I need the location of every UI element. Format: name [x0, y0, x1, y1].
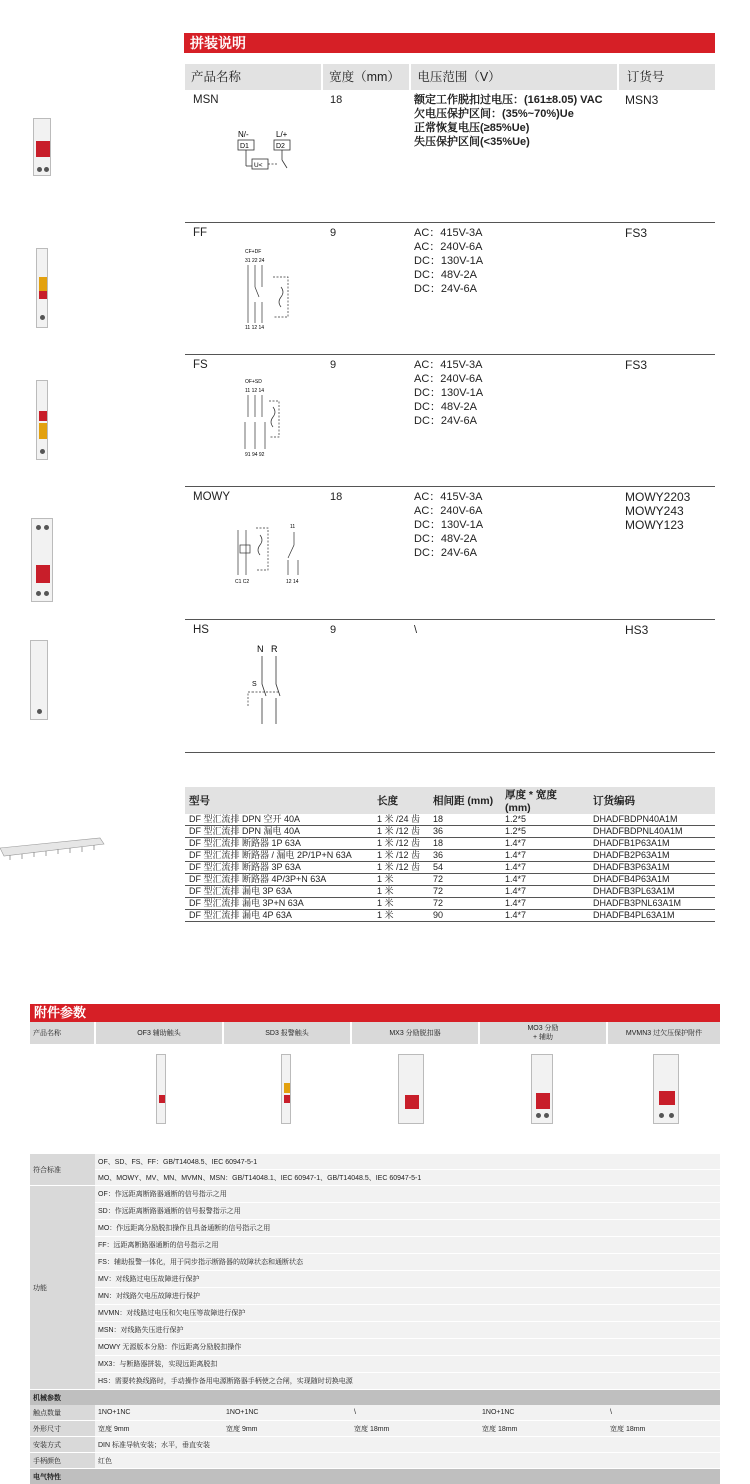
accessory-header-row	[30, 1022, 720, 1044]
accessory-product-mvmn3: MVMN3 过欠压保护附件	[607, 1022, 720, 1044]
function-item: MN：对线路欠电压故障进行保护	[95, 1288, 720, 1305]
table-row: DF 型汇流排 断路器 1P 63A 1 米 /12 齿 18 1.4*7 DHADFB1P63A1M	[185, 838, 715, 850]
mvmn3-image	[653, 1054, 679, 1124]
mowy-product-image	[31, 518, 53, 602]
size-value: 宽度 9mm	[95, 1421, 223, 1437]
msn-product-image	[33, 118, 51, 176]
of3-image	[156, 1054, 166, 1124]
product-order-mowy: MOWY2203 MOWY243 MOWY123	[625, 490, 690, 532]
svg-text:11 12 14: 11 12 14	[245, 325, 264, 331]
svg-text:OF+SD: OF+SD	[245, 379, 262, 385]
hs-product-image	[30, 640, 48, 720]
product-voltage-fs: AC：415V-3A AC：240V-6A DC：130V-1A DC：48V-2A DC：24V-6A	[414, 358, 483, 428]
contacts-label: 触点数量	[30, 1405, 95, 1421]
accessory-product-sd3: SD3 报警触头	[223, 1022, 351, 1044]
contacts-row	[30, 1405, 720, 1421]
product-order-ff: FS3	[625, 226, 647, 240]
svg-text:C1 C2: C1 C2	[235, 579, 249, 585]
accessory-image-row	[30, 1044, 720, 1154]
standard-label: 符合标准	[30, 1154, 95, 1186]
busbar-header-thickness: 厚度 * 宽度 (mm)	[501, 787, 589, 814]
function-row	[30, 1322, 720, 1339]
table-row: DF 型汇流排 断路器 / 漏电 2P/1P+N 63A 1 米 /12 齿 36 1.4*7 DHADFB2P63A1M	[185, 850, 715, 862]
table-row: DF 型汇流排 漏电 3P 63A 1 米 72 1.4*7 DHADFB3PL63A1M	[185, 886, 715, 898]
handle-color-value: 红色	[95, 1453, 720, 1469]
contacts-value: 1NO+1NC	[95, 1405, 223, 1421]
table-row: DF 型汇流排 漏电 3P+N 63A 1 米 72 1.4*7 DHADFB3PNL63A1M	[185, 898, 715, 910]
header-voltage: 电压范围（V）	[411, 64, 617, 90]
function-row	[30, 1186, 720, 1203]
install-row	[30, 1437, 720, 1453]
function-item: FF：远距离断路器通断的信号指示之用	[95, 1237, 720, 1254]
svg-text:D1: D1	[240, 143, 249, 150]
function-item: HS：需要转换线路时，手动操作备用电源断路器手柄使之合闸，实现随时切换电源	[95, 1373, 720, 1390]
size-value: 宽度 18mm	[479, 1421, 607, 1437]
install-label: 安装方式	[30, 1437, 95, 1453]
busbar-header-pitch: 相间距 (mm)	[429, 787, 501, 814]
product-name-fs: FS	[193, 358, 208, 372]
product-width-fs: 9	[330, 358, 336, 372]
electrical-row	[30, 1469, 720, 1484]
table-row: DF 型汇流排 断路器 3P 63A 1 米 /12 齿 54 1.4*7 DHADFB3P63A1M	[185, 862, 715, 874]
mech-params-row	[30, 1390, 720, 1406]
busbar-table	[185, 787, 715, 922]
product-voltage-hs: \	[414, 623, 417, 637]
assembly-section-title: 拼装说明	[184, 33, 715, 53]
product-order-msn: MSN3	[625, 93, 658, 107]
svg-text:L/+: L/+	[276, 130, 288, 139]
svg-text:11: 11	[290, 524, 295, 530]
fs-wiring-diagram	[243, 377, 298, 462]
handle-color-row	[30, 1453, 720, 1469]
function-item: SD：作远距离断路器通断的信号报警指示之用	[95, 1203, 720, 1220]
standard-row	[30, 1170, 720, 1186]
function-row	[30, 1356, 720, 1373]
header-product-name: 产品名称	[185, 64, 321, 90]
function-row	[30, 1339, 720, 1356]
function-row	[30, 1305, 720, 1322]
function-item: OF：作远距离断路器通断的信号指示之用	[95, 1186, 720, 1203]
busbar-header-model: 型号	[185, 787, 373, 814]
product-order-hs: HS3	[625, 623, 648, 637]
svg-text:S: S	[252, 681, 257, 688]
contacts-value: 1NO+1NC	[223, 1405, 351, 1421]
size-row	[30, 1421, 720, 1437]
svg-text:91 94 92: 91 94 92	[245, 452, 265, 458]
busbar-product-image	[0, 834, 105, 862]
product-width-ff: 9	[330, 226, 336, 240]
header-order-no: 订货号	[619, 64, 715, 90]
header-width: 宽度（mm）	[323, 64, 409, 90]
function-item: MO：作远距离分励脱扣操作且具备通断的信号指示之用	[95, 1220, 720, 1237]
product-row-divider	[185, 619, 715, 620]
svg-text:CF+DF: CF+DF	[245, 249, 261, 255]
svg-text:12 14: 12 14	[286, 579, 299, 585]
contacts-value: \	[351, 1405, 479, 1421]
function-item: MVMN：对线路过电压和欠电压等故障进行保护	[95, 1305, 720, 1322]
sd3-image	[281, 1054, 291, 1124]
ff-product-image	[36, 248, 48, 328]
svg-text:D2: D2	[276, 143, 285, 150]
svg-text:N: N	[257, 644, 264, 654]
function-item: MV：对线路过电压故障进行保护	[95, 1271, 720, 1288]
mowy-wiring-diagram	[232, 520, 307, 588]
accessory-product-label: 产品名称	[30, 1022, 95, 1044]
product-order-fs: FS3	[625, 358, 647, 372]
handle-color-label: 手柄颜色	[30, 1453, 95, 1469]
product-voltage-mowy: AC：415V-3A AC：240V-6A DC：130V-1A DC：48V-2A DC：24V-6A	[414, 490, 483, 560]
product-row-divider	[185, 486, 715, 487]
table-row: DF 型汇流排 DPN 空开 40A 1 米 /24 齿 18 1.2*5 DHADFBDPN40A1M	[185, 814, 715, 826]
function-item: FS：辅助报警一体化，用于同步指示断路器的故障状态和通断状态	[95, 1254, 720, 1271]
install-value: DIN 标准导轨安装；水平，垂直安装	[95, 1437, 720, 1453]
accessory-product-of3: OF3 辅助触头	[95, 1022, 223, 1044]
function-row	[30, 1254, 720, 1271]
function-row	[30, 1203, 720, 1220]
busbar-header-code: 订货编码	[589, 787, 715, 814]
msn-wiring-diagram	[232, 128, 302, 178]
accessory-section-title: 附件参数	[30, 1004, 720, 1022]
product-name-mowy: MOWY	[193, 490, 230, 504]
product-row-divider	[185, 354, 715, 355]
function-row	[30, 1373, 720, 1390]
svg-text:N/-: N/-	[238, 130, 249, 139]
accessory-table	[30, 1022, 720, 1484]
function-label: 功能	[30, 1186, 95, 1390]
product-name-ff: FF	[193, 226, 207, 240]
svg-text:R: R	[271, 644, 278, 654]
product-row-divider	[185, 222, 715, 223]
table-row: DF 型汇流排 DPN 漏电 40A 1 米 /12 齿 36 1.2*5 DHADFBDPNL40A1M	[185, 826, 715, 838]
mx3-image	[398, 1054, 424, 1124]
svg-text:11 12 14: 11 12 14	[245, 388, 264, 394]
function-row	[30, 1271, 720, 1288]
busbar-header-length: 长度	[373, 787, 429, 814]
product-name-msn: MSN	[193, 93, 219, 107]
standard-row	[30, 1154, 720, 1170]
svg-text:U<: U<	[254, 162, 263, 169]
product-name-hs: HS	[193, 623, 209, 637]
function-row	[30, 1220, 720, 1237]
size-value: 宽度 18mm	[607, 1421, 720, 1437]
product-width-mowy: 18	[330, 490, 342, 504]
hs-wiring-diagram	[244, 642, 289, 727]
busbar-table-header	[185, 787, 715, 814]
electrical-label: 电气特性	[30, 1469, 720, 1484]
mo3-image	[531, 1054, 553, 1124]
product-voltage-ff: AC：415V-3A AC：240V-6A DC：130V-1A DC：48V-2A DC：24V-6A	[414, 226, 483, 296]
mech-params-label: 机械参数	[30, 1390, 720, 1406]
function-item: MSN：对线路失压进行保护	[95, 1322, 720, 1339]
product-row-divider	[185, 752, 715, 753]
accessory-product-mx3: MX3 分励脱扣器	[351, 1022, 479, 1044]
size-label: 外形尺寸	[30, 1421, 95, 1437]
size-value: 宽度 18mm	[351, 1421, 479, 1437]
function-item: MX3：与断路器拼装，实现远距离脱扣	[95, 1356, 720, 1373]
function-row	[30, 1288, 720, 1305]
function-item: MOWY 无源版本分励：作远距离分励脱扣操作	[95, 1339, 720, 1356]
product-table-header	[185, 64, 715, 90]
contacts-value: 1NO+1NC	[479, 1405, 607, 1421]
product-width-hs: 9	[330, 623, 336, 637]
table-row: DF 型汇流排 断路器 4P/3P+N 63A 1 米 72 1.4*7 DHADFB4P63A1M	[185, 874, 715, 886]
standard-item: OF、SD、FS、FF：GB/T14048.5、IEC 60947-5-1	[95, 1154, 720, 1170]
contacts-value: \	[607, 1405, 720, 1421]
accessory-product-mo3: MO3 分励 + 辅助	[479, 1022, 607, 1044]
fs-product-image	[36, 380, 48, 460]
standard-item: MO、MOWY、MV、MN、MVMN、MSN：GB/T14048.1、IEC 60947-1、GB/T14048.5、IEC 60947-5-1	[95, 1170, 720, 1186]
product-width-msn: 18	[330, 93, 342, 107]
function-row	[30, 1237, 720, 1254]
svg-text:31 22 24: 31 22 24	[245, 258, 265, 264]
ff-wiring-diagram	[243, 247, 298, 332]
size-value: 宽度 9mm	[223, 1421, 351, 1437]
product-voltage-msn: 额定工作脱扣过电压：(161±8.05) VAC 欠电压保护区间：(35%~70%)Ue 正常恢复电压(≥85%Ue) 失压保护区间(<35%Ue)	[414, 93, 603, 149]
table-row: DF 型汇流排 漏电 4P 63A 1 米 90 1.4*7 DHADFB4PL63A1M	[185, 910, 715, 922]
